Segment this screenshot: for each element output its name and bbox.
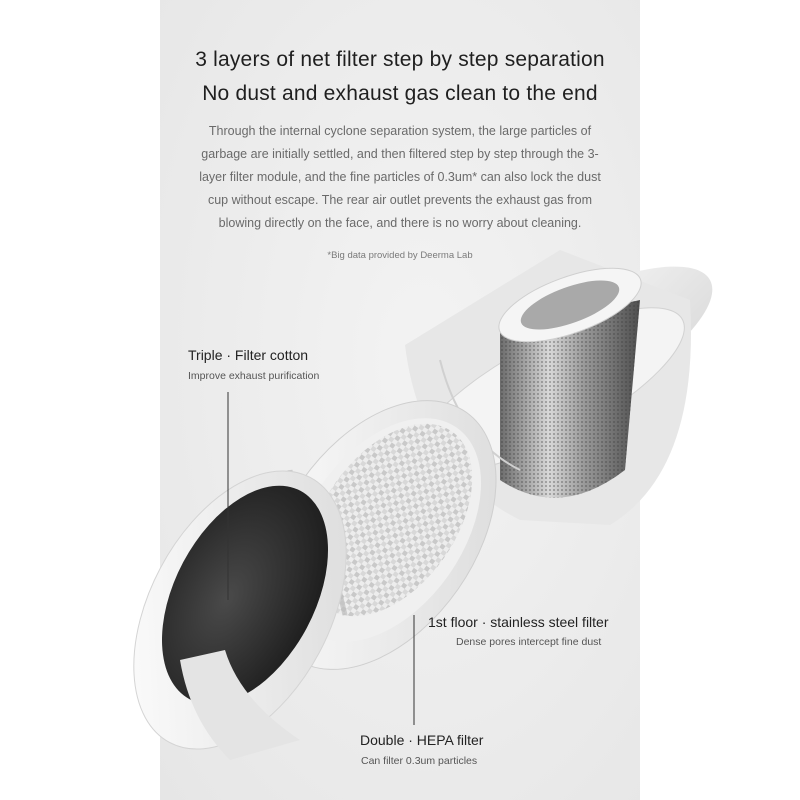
steel-label-subtitle: Dense pores intercept fine dust: [456, 636, 602, 648]
hepa-label-subtitle: Can filter 0.3um particles: [361, 755, 478, 767]
cotton-label-title: Triple · Filter cotton: [188, 347, 309, 363]
cotton-label-subtitle: Improve exhaust purification: [188, 370, 320, 382]
steel-label-title: 1st floor · stainless steel filter: [428, 614, 609, 630]
hepa-label-title: Double · HEPA filter: [360, 732, 484, 748]
headline-line-1: 3 layers of net filter step by step separation: [195, 48, 605, 71]
description-paragraph: Through the internal cyclone separation system, the large particles of garbage are initially settled, and then filtered step by step through the 3-layer filter module, and the fine particles of 0.3um* can also lock the dust cup without escape. The rear air outlet prevents the exhaust gas from blowing directly on the face, and there is no worry about cleaning.: [199, 124, 601, 230]
headline-line-2: No dust and exhaust gas clean to the end: [202, 82, 598, 105]
footnote: *Big data provided by Deerma Lab: [327, 250, 473, 261]
